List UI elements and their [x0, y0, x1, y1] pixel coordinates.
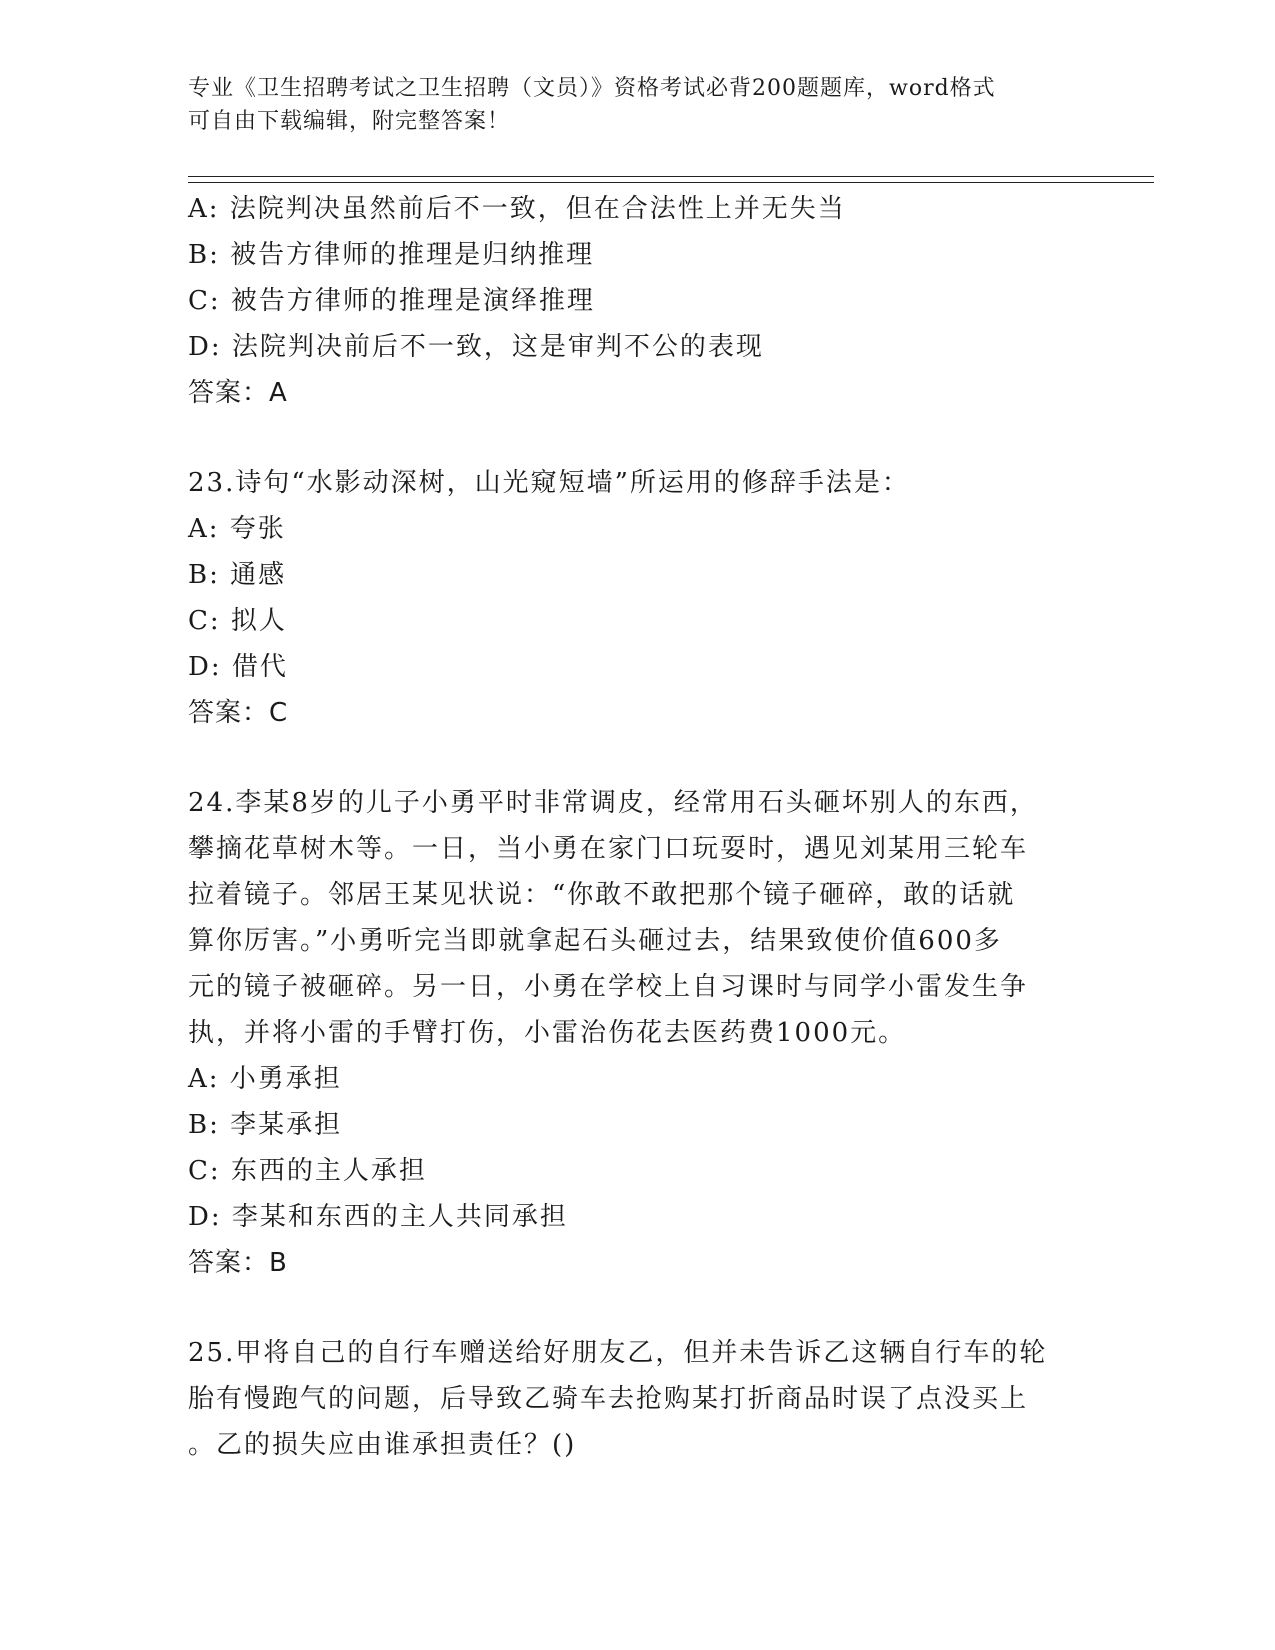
- q24-stem-line: 算你厉害。”小勇听完当即就拿起石头砸过去，结果致使价值600多: [188, 926, 1002, 956]
- q24-option-c: C: 东西的主人承担: [188, 1156, 427, 1186]
- q24-stem-line: 拉着镜子。邻居王某见状说：“你敢不敢把那个镜子砸碎，敢的话就: [188, 880, 1016, 910]
- question-22-options: [188, 186, 1088, 416]
- q23-stem: 23.诗句“水影动深树，山光窥短墙”所运用的修辞手法是：: [188, 468, 910, 498]
- q25-stem-line: 25.甲将自己的自行车赠送给好朋友乙，但并未告诉乙这辆自行车的轮: [188, 1338, 1048, 1368]
- q23-option-c: C: 拟人: [188, 606, 287, 636]
- q24-answer: 答案：B: [188, 1248, 288, 1278]
- q23-option-d: D: 借代: [188, 652, 288, 682]
- q25-stem-line: 。乙的损失应由谁承担责任？(): [188, 1430, 577, 1460]
- q23-option-b: B: 通感: [188, 560, 287, 590]
- question-25: [188, 1330, 1088, 1468]
- q22-option-a: A: 法院判决虽然前后不一致，但在合法性上并无失当: [188, 194, 846, 224]
- q23-answer: 答案：C: [188, 698, 289, 728]
- header-title-line-1: 专业《卫生招聘考试之卫生招聘（文员）》资格考试必背200题题库，word格式: [188, 76, 996, 101]
- q24-stem-line: 24.李某8岁的儿子小勇平时非常调皮，经常用石头砸坏别人的东西，: [188, 788, 1038, 818]
- question-24: [188, 780, 1088, 1286]
- q24-stem: [188, 780, 1068, 1056]
- header-divider-bottom: [188, 182, 1154, 183]
- q22-option-b: B: 被告方律师的推理是归纳推理: [188, 240, 595, 270]
- document-header: [188, 72, 1068, 138]
- q23-option-a: A: 夸张: [188, 514, 286, 544]
- header-title-line-2: 可自由下载编辑，附完整答案！: [188, 109, 511, 134]
- q22-option-c: C: 被告方律师的推理是演绎推理: [188, 286, 595, 316]
- q22-answer: 答案：A: [188, 378, 288, 408]
- q24-stem-line: 攀摘花草树木等。一日，当小勇在家门口玩耍时，遇见刘某用三轮车: [188, 834, 1029, 864]
- header-divider-top: [188, 176, 1154, 177]
- q24-option-b: B: 李某承担: [188, 1110, 343, 1140]
- q25-stem: [188, 1330, 1068, 1468]
- q25-stem-line: 胎有慢跑气的问题，后导致乙骑车去抢购某打折商品时误了点没买上: [188, 1384, 1029, 1414]
- question-23: [188, 460, 1088, 736]
- q24-option-a: A: 小勇承担: [188, 1064, 342, 1094]
- q24-option-d: D: 李某和东西的主人共同承担: [188, 1202, 568, 1232]
- question-content: [188, 186, 1088, 1468]
- q22-option-d: D: 法院判决前后不一致，这是审判不公的表现: [188, 332, 764, 362]
- q24-stem-line: 元的镜子被砸碎。另一日，小勇在学校上自习课时与同学小雷发生争: [188, 972, 1029, 1002]
- q24-stem-line: 执，并将小雷的手臂打伤，小雷治伤花去医药费1000元。: [188, 1018, 907, 1048]
